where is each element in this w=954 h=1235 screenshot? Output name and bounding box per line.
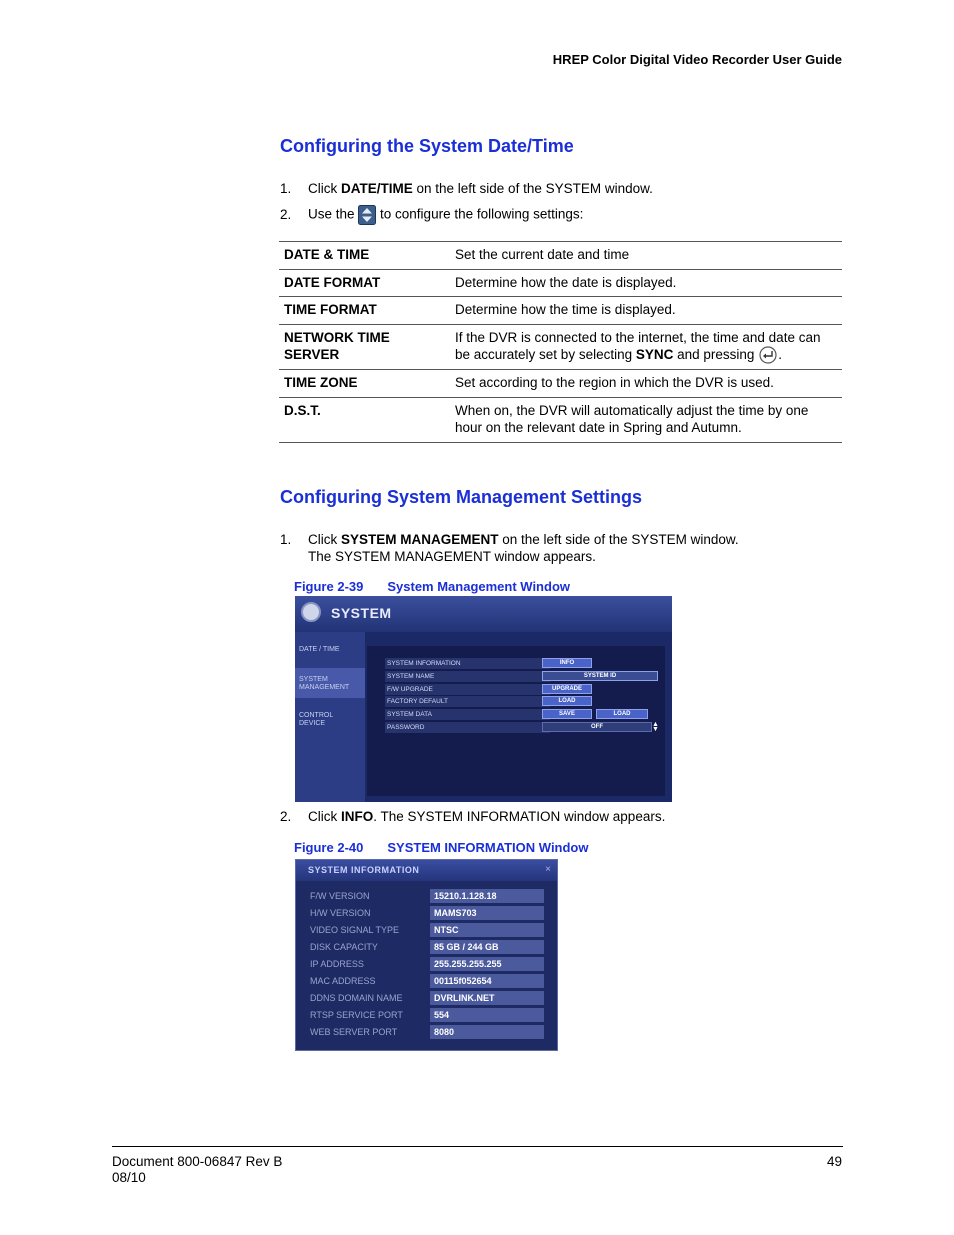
up-down-arrows-icon bbox=[358, 205, 376, 225]
info-value: NTSC bbox=[430, 923, 544, 937]
step-text: Click bbox=[308, 181, 341, 196]
step-number: 2. bbox=[280, 809, 292, 824]
step-text: on the left side of the SYSTEM window. bbox=[412, 181, 653, 196]
sidebar-item-system-management[interactable]: SYSTEM MANAGEMENT bbox=[299, 676, 350, 691]
document-date: 08/10 bbox=[112, 1170, 146, 1185]
table-row bbox=[279, 397, 842, 442]
sidebar-item-date-time[interactable]: DATE / TIME bbox=[299, 646, 340, 653]
step-1-date-time bbox=[280, 180, 653, 197]
setting-name: DATE & TIME bbox=[279, 242, 450, 270]
figure-title: System Management Window bbox=[387, 579, 570, 594]
page-number: 49 bbox=[826, 1154, 842, 1169]
description-text: If the DVR is connected to the internet, the time and date can be accurately set by selecting bbox=[455, 329, 821, 362]
setting-description bbox=[450, 324, 842, 370]
description-text: and pressing bbox=[673, 347, 759, 362]
setting-row-fw-upgrade: F/W UPGRADE bbox=[385, 684, 550, 695]
setting-row-system-data: SYSTEM DATA bbox=[385, 709, 550, 720]
info-value: 85 GB / 244 GB bbox=[430, 940, 544, 954]
load-default-button[interactable]: LOAD bbox=[542, 696, 592, 706]
description-text: . bbox=[778, 347, 782, 362]
section-heading-date-time: Configuring the System Date/Time bbox=[280, 136, 574, 156]
setting-row-password: PASSWORD bbox=[385, 722, 550, 733]
step-text: Click bbox=[308, 809, 341, 824]
date-time-settings-table bbox=[279, 241, 842, 443]
figure-number: Figure 2-39 bbox=[294, 579, 364, 594]
step-text: The SYSTEM MANAGEMENT window appears. bbox=[308, 549, 596, 564]
password-select[interactable]: OFF bbox=[542, 722, 652, 732]
setting-row-system-information: SYSTEM INFORMATION bbox=[385, 658, 550, 669]
step-number: 2. bbox=[280, 206, 292, 222]
system-id-field[interactable]: SYSTEM ID bbox=[542, 671, 658, 681]
save-data-button[interactable]: SAVE bbox=[542, 709, 592, 719]
description-bold: SYNC bbox=[635, 347, 674, 362]
info-value: DVRLINK.NET bbox=[430, 991, 544, 1005]
section-heading-system-management: Configuring System Management Settings bbox=[280, 487, 643, 507]
step-2-date-time bbox=[280, 205, 583, 225]
upgrade-button[interactable]: UPGRADE bbox=[542, 684, 592, 694]
step-1-system-management bbox=[280, 531, 739, 565]
setting-row-factory-default: FACTORY DEFAULT bbox=[385, 696, 550, 707]
info-label: MAC ADDRESS bbox=[310, 976, 376, 986]
info-label: VIDEO SIGNAL TYPE bbox=[310, 925, 400, 935]
close-icon[interactable]: × bbox=[545, 864, 551, 875]
step-text: on the left side of the SYSTEM window. bbox=[498, 532, 739, 547]
table-row bbox=[279, 269, 842, 297]
window-title: SYSTEM INFORMATION bbox=[308, 865, 420, 875]
info-label: IP ADDRESS bbox=[310, 959, 364, 969]
step-text: Click bbox=[308, 532, 341, 547]
info-label: H/W VERSION bbox=[310, 908, 371, 918]
table-row bbox=[279, 297, 842, 325]
step-bold: INFO bbox=[341, 809, 374, 824]
setting-row-system-name: SYSTEM NAME bbox=[385, 671, 550, 682]
setting-description: When on, the DVR will automatically adjust the time by one hour on the relevant date in Spring and Autumn. bbox=[450, 397, 842, 442]
setting-name: TIME ZONE bbox=[279, 370, 450, 398]
info-value: MAMS703 bbox=[430, 906, 544, 920]
setting-name: TIME FORMAT bbox=[279, 297, 450, 325]
setting-description: Determine how the time is displayed. bbox=[450, 297, 842, 325]
system-information-window bbox=[295, 859, 558, 1051]
info-label: DDNS DOMAIN NAME bbox=[310, 993, 403, 1003]
load-data-button[interactable]: LOAD bbox=[596, 709, 648, 719]
figure-number: Figure 2-40 bbox=[294, 840, 364, 855]
setting-description: Set according to the region in which the DVR is used. bbox=[450, 370, 842, 398]
figure-caption-2-39 bbox=[294, 579, 570, 594]
running-header: HREP Color Digital Video Recorder User Guide bbox=[552, 52, 842, 67]
setting-description: Set the current date and time bbox=[450, 242, 842, 270]
table-row bbox=[279, 242, 842, 270]
sidebar-item-control-device[interactable]: CONTROL DEVICE bbox=[299, 712, 333, 727]
info-value: 255.255.255.255 bbox=[430, 957, 544, 971]
step-bold: SYSTEM MANAGEMENT bbox=[341, 532, 499, 547]
footer-document-info bbox=[112, 1154, 282, 1186]
setting-name: NETWORK TIME SERVER bbox=[279, 324, 450, 370]
footer-rule bbox=[112, 1146, 843, 1147]
step-number: 1. bbox=[280, 532, 292, 547]
info-label: F/W VERSION bbox=[310, 891, 370, 901]
setting-name: D.S.T. bbox=[279, 397, 450, 442]
enter-key-icon bbox=[758, 346, 778, 364]
setting-name: DATE FORMAT bbox=[279, 269, 450, 297]
info-label: DISK CAPACITY bbox=[310, 942, 378, 952]
step-2-system-management bbox=[280, 808, 665, 825]
figure-title: SYSTEM INFORMATION Window bbox=[387, 840, 589, 855]
system-logo-icon bbox=[301, 602, 321, 622]
step-number: 1. bbox=[280, 181, 292, 196]
info-label: RTSP SERVICE PORT bbox=[310, 1010, 403, 1020]
info-value: 00115f052654 bbox=[430, 974, 544, 988]
info-label: WEB SERVER PORT bbox=[310, 1027, 398, 1037]
step-text: to configure the following settings: bbox=[376, 206, 584, 222]
password-stepper-icon[interactable]: ▲ ▼ bbox=[652, 721, 659, 733]
table-row bbox=[279, 370, 842, 398]
info-value: 554 bbox=[430, 1008, 544, 1022]
step-text: . The SYSTEM INFORMATION window appears. bbox=[373, 809, 666, 824]
step-bold: DATE/TIME bbox=[341, 181, 413, 196]
figure-caption-2-40 bbox=[294, 840, 589, 855]
step-text: Use the bbox=[308, 206, 359, 222]
info-button[interactable]: INFO bbox=[542, 658, 592, 668]
table-row bbox=[279, 324, 842, 370]
document-number: Document 800-06847 Rev B bbox=[112, 1154, 283, 1169]
window-title: SYSTEM bbox=[331, 605, 392, 621]
setting-description: Determine how the date is displayed. bbox=[450, 269, 842, 297]
info-value: 15210.1.128.18 bbox=[430, 889, 544, 903]
system-management-window bbox=[295, 596, 672, 802]
info-value: 8080 bbox=[430, 1025, 544, 1039]
